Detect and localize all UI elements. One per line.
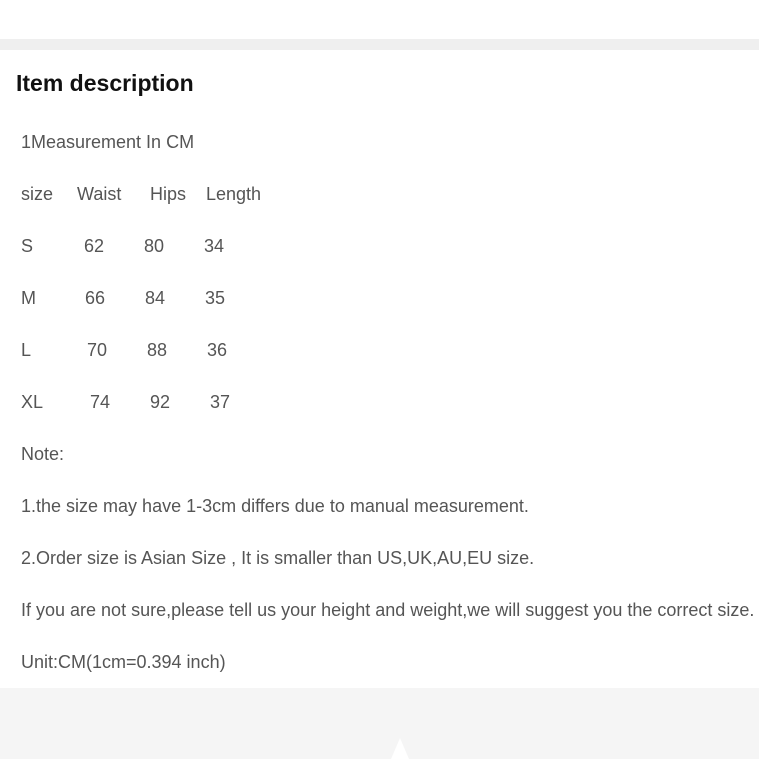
cell-waist: 74 [90,392,111,412]
note-item: 1.the size may have 1-3cm differs due to manual measurement. [21,496,529,516]
section-divider [0,39,759,50]
item-description-title: Item description [16,70,194,96]
note-item: If you are not sure,please tell us your height and weight,we will suggest you the correct size. [21,600,755,620]
header-length: Length [206,184,262,204]
pointer-notch [391,738,409,759]
header-size: size [21,184,54,204]
footer-area [0,688,759,759]
cell-hips: 92 [150,392,171,412]
cell-waist: 70 [87,340,108,360]
cell-length: 34 [204,236,225,256]
header-hips: Hips [150,184,187,204]
note-item: 2.Order size is Asian Size , It is smaller than US,UK,AU,EU size. [21,548,535,568]
cell-length: 35 [205,288,226,308]
unit-conversion-note: Unit:CM(1cm=0.394 inch) [21,652,226,672]
cell-length: 36 [207,340,228,360]
cell-waist: 66 [85,288,106,308]
header-waist: Waist [77,184,122,204]
cell-hips: 80 [144,236,165,256]
cell-waist: 62 [84,236,105,256]
cell-size: L [21,340,32,360]
cell-size: XL [21,392,44,412]
note-label: Note: [21,444,65,464]
cell-hips: 84 [145,288,166,308]
cell-length: 37 [210,392,231,412]
measurement-heading: 1Measurement In CM [21,132,195,152]
cell-size: M [21,288,36,308]
cell-hips: 88 [147,340,168,360]
cell-size: S [21,236,34,256]
